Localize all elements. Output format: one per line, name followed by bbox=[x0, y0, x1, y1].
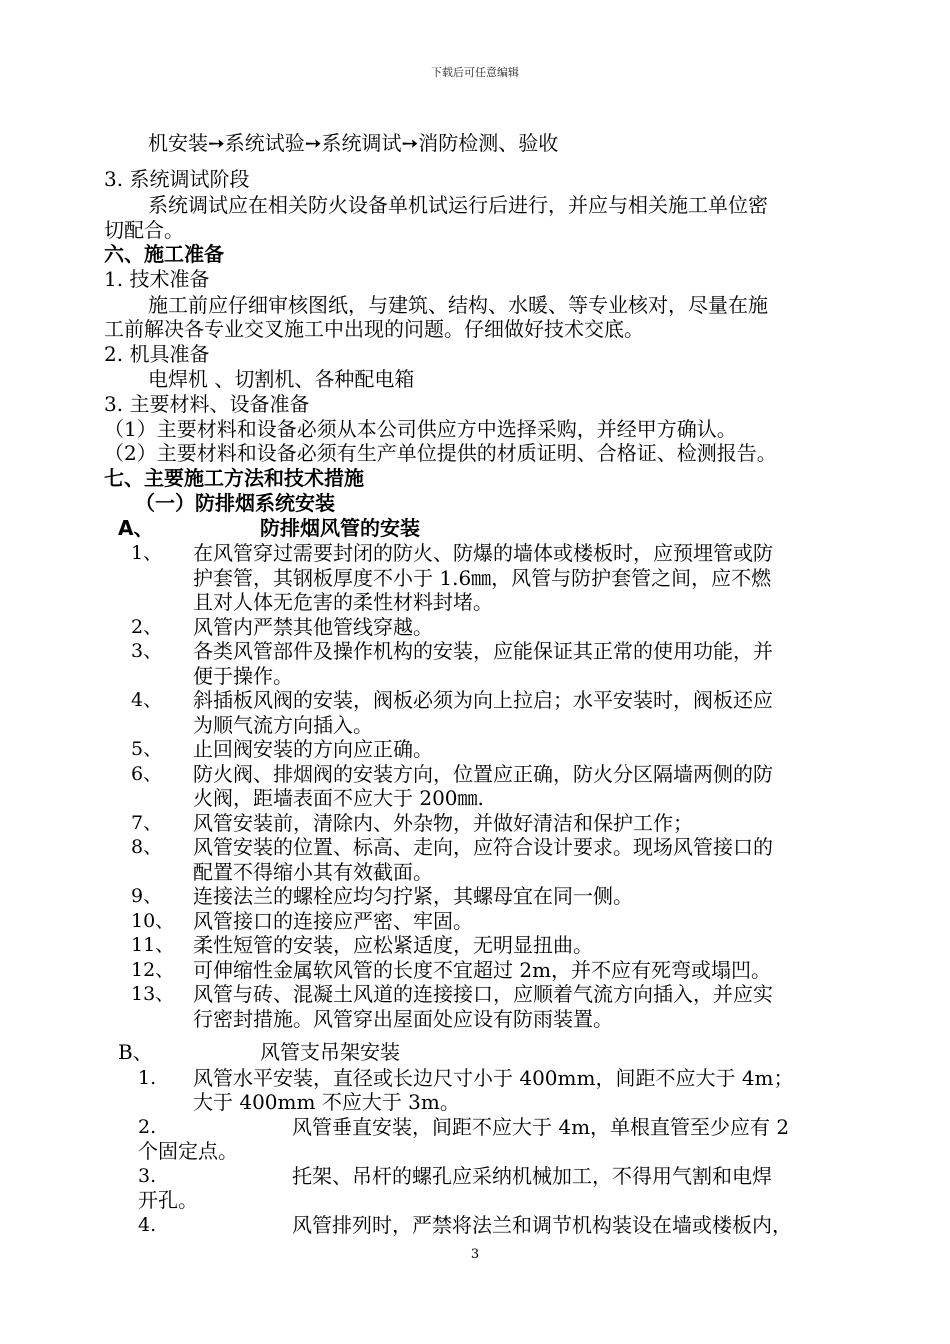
list-item-line: 火阀，距墙表面不应大于 200㎜. bbox=[193, 786, 484, 810]
list-item-line: 行密封措施。风管穿出屋面处应设有防雨装置。 bbox=[193, 1007, 613, 1031]
list-number: 7、 bbox=[131, 812, 163, 834]
list-item-line: 便于操作。 bbox=[193, 664, 293, 688]
list-number: 1. bbox=[138, 1067, 157, 1089]
list-number: 8、 bbox=[131, 836, 163, 858]
list-number: 5、 bbox=[131, 738, 163, 760]
list-item-line: 护套管，其钢板厚度不小于 1.6㎜，风管与防护套管之间，应不燃 bbox=[193, 566, 772, 590]
list-item-line: 在风管穿过需要封闭的防火、防爆的墙体或楼板时，应预埋管或防 bbox=[193, 541, 773, 565]
section-title: 3. 系统调试阶段 bbox=[104, 167, 250, 191]
page-header: 下载后可任意编辑 bbox=[431, 66, 519, 79]
list-item-line: 风管安装的位置、标高、走向，应符合设计要求。现场风管接口的 bbox=[193, 835, 773, 859]
list-item-line: 各类风管部件及操作机构的安装，应能保证其正常的使用功能，并 bbox=[193, 639, 773, 663]
list-number: 2. bbox=[138, 1116, 157, 1138]
list-item-line: 风管内严禁其他管线穿越。 bbox=[193, 615, 433, 639]
list-item-line: 柔性短管的安装，应松紧适度，无明显扭曲。 bbox=[193, 933, 593, 957]
list-item-line: 风管水平安装，直径或长边尺寸小于 400mm，间距不应大于 4m； bbox=[193, 1066, 794, 1090]
list-item-line: 风管接口的连接应严密、牢固。 bbox=[193, 909, 473, 933]
list-item-line: 斜插板风阀的安装，阀板必须为向上拉启；水平安装时，阀板还应 bbox=[193, 688, 773, 712]
list-number: 1、 bbox=[131, 542, 163, 564]
section-label: B、 bbox=[118, 1040, 153, 1064]
list-item-line: 配置不得缩小其有效截面。 bbox=[193, 860, 433, 884]
list-item-line: 个固定点。 bbox=[138, 1139, 238, 1163]
paragraph-line: 系统调试应在相关防火设备单机试运行后进行，并应与相关施工单位密 bbox=[148, 193, 768, 217]
list-item-line: 止回阀安装的方向应正确。 bbox=[193, 737, 433, 761]
list-item-line: 风管垂直安装，间距不应大于 4m，单根直管至少应有 2 bbox=[292, 1115, 790, 1139]
section-heading: 防排烟风管的安装 bbox=[260, 516, 420, 540]
list-number: 12、 bbox=[131, 959, 175, 981]
heading: 七、主要施工方法和技术措施 bbox=[104, 466, 364, 490]
list-number: 3. bbox=[138, 1165, 157, 1187]
section-title: 2. 机具准备 bbox=[104, 342, 210, 366]
list-number: 3、 bbox=[131, 640, 163, 662]
heading: 六、施工准备 bbox=[104, 242, 224, 266]
list-item-line: 防火阀、排烟阀的安装方向，位置应正确，防火分区隔墙两侧的防 bbox=[193, 762, 773, 786]
paragraph-line: 电焊机 、切割机、各种配电箱 bbox=[148, 367, 415, 391]
list-number: 4. bbox=[138, 1214, 157, 1236]
list-item-line: 大于 400mm 不应大于 3m。 bbox=[193, 1090, 460, 1114]
list-number: 4、 bbox=[131, 689, 163, 711]
list-item-line: 连接法兰的螺栓应均匀拧紧，其螺母宜在同一侧。 bbox=[193, 884, 633, 908]
list-item-line: 开孔。 bbox=[138, 1188, 198, 1212]
list-item-line: 且对人体无危害的柔性材料封堵。 bbox=[193, 590, 493, 614]
list-item-line: 为顺气流方向插入。 bbox=[193, 713, 373, 737]
list-item-line: 托架、吊杆的螺孔应采纳机械加工，不得用气割和电焊 bbox=[292, 1164, 772, 1188]
list-number: 10、 bbox=[131, 910, 175, 932]
list-item: （1）主要材料和设备必须从本公司供应方中选择采购，并经甲方确认。 bbox=[104, 417, 737, 441]
paragraph-line: 施工前应仔细审核图纸，与建筑、结构、水暖、等专业核对，尽量在施 bbox=[148, 293, 768, 317]
list-number: 6、 bbox=[131, 763, 163, 785]
list-number: 2、 bbox=[131, 616, 163, 638]
subheading: （一）防排烟系统安装 bbox=[135, 491, 335, 515]
paragraph-line: 切配合。 bbox=[104, 218, 184, 242]
list-number: 9、 bbox=[131, 885, 163, 907]
list-item-line: 可伸缩性金属软风管的长度不宜超过 2m，并不应有死弯或塌凹。 bbox=[193, 958, 772, 982]
list-item-line: 风管排列时，严禁将法兰和调节机构装设在墙或楼板内， bbox=[292, 1213, 792, 1237]
page-number: 3 bbox=[470, 1247, 480, 1262]
section-label: A、 bbox=[118, 516, 154, 540]
list-number: 11、 bbox=[131, 934, 175, 956]
list-number: 13、 bbox=[131, 983, 175, 1005]
section-title: 3. 主要材料、设备准备 bbox=[104, 392, 310, 416]
list-item: （2）主要材料和设备必须有生产单位提供的材质证明、合格证、检测报告。 bbox=[104, 441, 777, 465]
section-heading: 风管支吊架安装 bbox=[260, 1040, 400, 1064]
list-item-line: 风管安装前，清除内、外杂物，并做好清洁和保护工作； bbox=[193, 811, 693, 835]
list-item-line: 风管与砖、混凝土风道的连接接口，应顺着气流方向插入，并应实 bbox=[193, 982, 773, 1006]
section-title: 1. 技术准备 bbox=[104, 267, 210, 291]
paragraph-line: 工前解决各专业交叉施工中出现的问题。仔细做好技术交底。 bbox=[104, 317, 644, 341]
flow-line: 机安装➙系统试验➙系统调试➙消防检测、验收 bbox=[148, 131, 559, 155]
